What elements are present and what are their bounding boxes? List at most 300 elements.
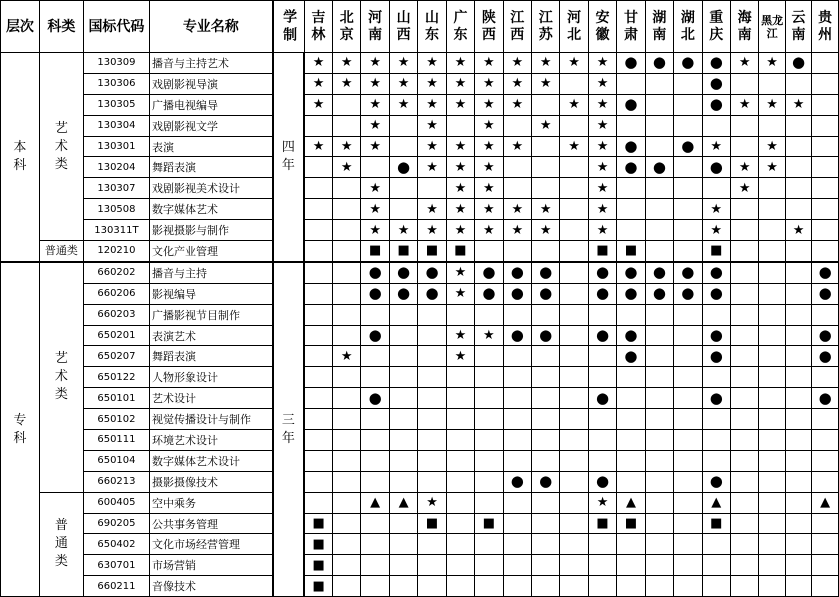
mark-cell <box>446 471 474 492</box>
header-duration: 学制 <box>273 1 305 53</box>
mark-cell: ★ <box>503 53 531 74</box>
header-province: 陕西 <box>475 1 503 53</box>
mark-cell <box>674 576 702 597</box>
table-row <box>1 220 839 241</box>
mark-cell <box>418 325 446 346</box>
mark-cell <box>560 262 588 283</box>
mark-cell: ▲ <box>361 492 389 513</box>
mark-cell: ● <box>674 136 702 157</box>
mark-cell: ★ <box>588 178 616 199</box>
mark-cell <box>588 304 616 325</box>
mark-cell <box>674 388 702 409</box>
table-row <box>1 555 839 576</box>
mark-cell <box>304 157 332 178</box>
header-code: 国标代码 <box>83 1 149 53</box>
code-cell: 130301 <box>83 136 149 157</box>
mark-cell <box>617 409 645 430</box>
mark-cell <box>588 430 616 451</box>
mark-cell <box>674 94 702 115</box>
mark-cell: ● <box>812 388 839 409</box>
mark-cell <box>674 513 702 534</box>
major-name-cell: 播音与主持 <box>150 262 273 283</box>
mark-cell <box>446 492 474 513</box>
mark-cell <box>304 388 332 409</box>
mark-cell <box>702 450 730 471</box>
mark-cell <box>617 576 645 597</box>
header-province: 黑龙江 <box>759 1 785 53</box>
mark-cell <box>617 471 645 492</box>
mark-cell <box>759 409 785 430</box>
mark-cell <box>304 409 332 430</box>
mark-cell <box>475 555 503 576</box>
mark-cell <box>333 304 361 325</box>
mark-cell: ● <box>418 262 446 283</box>
mark-cell <box>812 73 839 94</box>
mark-cell <box>503 304 531 325</box>
mark-cell <box>730 325 758 346</box>
mark-cell <box>645 450 673 471</box>
mark-cell <box>588 367 616 388</box>
mark-cell: ★ <box>361 220 389 241</box>
mark-cell: ★ <box>418 94 446 115</box>
mark-cell <box>785 346 812 367</box>
mark-cell <box>785 199 812 220</box>
mark-cell <box>645 346 673 367</box>
mark-cell <box>702 304 730 325</box>
mark-cell <box>785 388 812 409</box>
mark-cell <box>730 73 758 94</box>
mark-cell <box>532 555 560 576</box>
mark-cell: ★ <box>446 136 474 157</box>
mark-cell: ★ <box>418 220 446 241</box>
header-province: 安徽 <box>588 1 616 53</box>
major-name-cell: 播音与主持艺术 <box>150 53 273 74</box>
mark-cell <box>418 471 446 492</box>
mark-cell <box>702 115 730 136</box>
mark-cell: ★ <box>503 73 531 94</box>
mark-cell <box>785 367 812 388</box>
mark-cell: ★ <box>560 53 588 74</box>
mark-cell: ★ <box>475 157 503 178</box>
mark-cell <box>759 492 785 513</box>
mark-cell: ★ <box>532 115 560 136</box>
mark-cell <box>361 576 389 597</box>
mark-cell <box>446 115 474 136</box>
mark-cell <box>418 178 446 199</box>
mark-cell <box>560 325 588 346</box>
mark-cell: ★ <box>304 136 332 157</box>
mark-cell <box>418 367 446 388</box>
mark-cell <box>503 157 531 178</box>
mark-cell: ● <box>389 262 417 283</box>
mark-cell: ★ <box>418 73 446 94</box>
mark-cell: ● <box>532 471 560 492</box>
major-name-cell: 空中乘务 <box>150 492 273 513</box>
mark-cell: ● <box>702 325 730 346</box>
mark-cell: ★ <box>759 136 785 157</box>
mark-cell <box>674 534 702 555</box>
header-province: 甘肃 <box>617 1 645 53</box>
mark-cell <box>389 304 417 325</box>
mark-cell: ● <box>617 262 645 283</box>
mark-cell <box>759 199 785 220</box>
major-name-cell: 视觉传播设计与制作 <box>150 409 273 430</box>
mark-cell: ★ <box>560 94 588 115</box>
mark-cell <box>588 450 616 471</box>
mark-cell <box>812 115 839 136</box>
code-cell: 130204 <box>83 157 149 178</box>
mark-cell <box>560 304 588 325</box>
mark-cell: ★ <box>759 157 785 178</box>
mark-cell <box>674 367 702 388</box>
mark-cell: ★ <box>446 73 474 94</box>
mark-cell <box>759 450 785 471</box>
mark-cell <box>759 388 785 409</box>
mark-cell: ★ <box>532 220 560 241</box>
mark-cell <box>730 367 758 388</box>
mark-cell <box>785 304 812 325</box>
major-name-cell: 人物形象设计 <box>150 367 273 388</box>
mark-cell <box>730 555 758 576</box>
mark-cell: ★ <box>532 199 560 220</box>
mark-cell <box>812 220 839 241</box>
mark-cell <box>304 262 332 283</box>
mark-cell: ★ <box>759 94 785 115</box>
mark-cell <box>812 409 839 430</box>
mark-cell <box>532 178 560 199</box>
mark-cell <box>730 115 758 136</box>
mark-cell <box>532 409 560 430</box>
category-cell: 艺术类 <box>39 53 83 241</box>
mark-cell <box>418 346 446 367</box>
table-row <box>1 471 839 492</box>
code-cell: 130311T <box>83 220 149 241</box>
mark-cell: ★ <box>446 325 474 346</box>
code-cell: 650402 <box>83 534 149 555</box>
mark-cell <box>418 534 446 555</box>
mark-cell: ● <box>475 262 503 283</box>
table-row <box>1 115 839 136</box>
mark-cell <box>674 450 702 471</box>
header-province: 北京 <box>333 1 361 53</box>
mark-cell: ★ <box>475 220 503 241</box>
mark-cell <box>389 346 417 367</box>
mark-cell <box>560 157 588 178</box>
mark-cell <box>503 115 531 136</box>
mark-cell: ● <box>702 53 730 74</box>
mark-cell <box>560 492 588 513</box>
mark-cell: ★ <box>588 94 616 115</box>
table-row <box>1 94 839 115</box>
mark-cell: ● <box>812 346 839 367</box>
mark-cell: ★ <box>702 220 730 241</box>
mark-cell <box>418 576 446 597</box>
mark-cell <box>503 576 531 597</box>
mark-cell: ● <box>588 325 616 346</box>
mark-cell: ★ <box>446 94 474 115</box>
mark-cell <box>759 325 785 346</box>
mark-cell <box>759 115 785 136</box>
mark-cell <box>617 304 645 325</box>
mark-cell: ★ <box>446 199 474 220</box>
mark-cell <box>785 513 812 534</box>
mark-cell <box>560 576 588 597</box>
mark-cell <box>702 576 730 597</box>
mark-cell <box>446 304 474 325</box>
mark-cell <box>730 492 758 513</box>
mark-cell: ● <box>617 94 645 115</box>
header-province: 海南 <box>730 1 758 53</box>
mark-cell <box>361 534 389 555</box>
code-cell: 130508 <box>83 199 149 220</box>
header-province: 山西 <box>389 1 417 53</box>
mark-cell <box>785 157 812 178</box>
mark-cell: ★ <box>446 53 474 74</box>
mark-cell: ★ <box>361 53 389 74</box>
mark-cell: ★ <box>475 325 503 346</box>
mark-cell <box>674 115 702 136</box>
code-cell: 650101 <box>83 388 149 409</box>
mark-cell: ● <box>361 283 389 304</box>
major-name-cell: 数字媒体艺术设计 <box>150 450 273 471</box>
mark-cell: ● <box>645 157 673 178</box>
mark-cell <box>645 430 673 451</box>
mark-cell <box>560 450 588 471</box>
mark-cell <box>702 534 730 555</box>
mark-cell: ● <box>588 283 616 304</box>
table-row <box>1 513 839 534</box>
mark-cell <box>730 450 758 471</box>
mark-cell <box>674 220 702 241</box>
mark-cell <box>730 430 758 451</box>
mark-cell: ★ <box>446 220 474 241</box>
table-row <box>1 450 839 471</box>
mark-cell <box>617 534 645 555</box>
mark-cell: ★ <box>588 492 616 513</box>
mark-cell <box>389 576 417 597</box>
mark-cell <box>730 471 758 492</box>
mark-cell <box>730 409 758 430</box>
mark-cell <box>645 220 673 241</box>
mark-cell <box>503 555 531 576</box>
mark-cell <box>503 409 531 430</box>
mark-cell <box>617 367 645 388</box>
mark-cell <box>503 241 531 262</box>
category-cell: 普通类 <box>39 492 83 596</box>
table-row <box>1 492 839 513</box>
mark-cell: ● <box>361 325 389 346</box>
major-name-cell: 摄影摄像技术 <box>150 471 273 492</box>
mark-cell <box>674 304 702 325</box>
category-cell: 普通类 <box>39 241 83 262</box>
table-row <box>1 388 839 409</box>
mark-cell: ★ <box>361 199 389 220</box>
major-name-cell: 表演 <box>150 136 273 157</box>
mark-cell: ● <box>812 325 839 346</box>
table-row <box>1 73 839 94</box>
mark-cell <box>588 534 616 555</box>
mark-cell <box>812 576 839 597</box>
mark-cell <box>418 430 446 451</box>
table-row <box>1 409 839 430</box>
mark-cell <box>389 115 417 136</box>
mark-cell: ★ <box>333 53 361 74</box>
mark-cell <box>702 430 730 451</box>
mark-cell <box>333 555 361 576</box>
mark-cell <box>389 325 417 346</box>
table-row <box>1 304 839 325</box>
mark-cell <box>730 136 758 157</box>
code-cell: 660202 <box>83 262 149 283</box>
code-cell: 130307 <box>83 178 149 199</box>
mark-cell: ● <box>617 283 645 304</box>
code-cell: 660213 <box>83 471 149 492</box>
mark-cell <box>759 220 785 241</box>
mark-cell: ★ <box>503 94 531 115</box>
mark-cell: ● <box>645 262 673 283</box>
header-province: 江西 <box>503 1 531 53</box>
mark-cell <box>812 471 839 492</box>
header-category: 科类 <box>39 1 83 53</box>
major-name-cell: 市场营销 <box>150 555 273 576</box>
mark-cell: ★ <box>730 94 758 115</box>
mark-cell: ● <box>702 262 730 283</box>
mark-cell <box>759 178 785 199</box>
mark-cell <box>333 94 361 115</box>
mark-cell <box>475 304 503 325</box>
mark-cell <box>475 241 503 262</box>
mark-cell <box>361 367 389 388</box>
mark-cell <box>645 304 673 325</box>
mark-cell: ■ <box>617 513 645 534</box>
header-name: 专业名称 <box>150 1 273 53</box>
mark-cell: ★ <box>588 220 616 241</box>
header-province: 山东 <box>418 1 446 53</box>
mark-cell: ★ <box>418 199 446 220</box>
mark-cell <box>333 576 361 597</box>
mark-cell: ★ <box>730 53 758 74</box>
mark-cell <box>730 220 758 241</box>
mark-cell <box>475 492 503 513</box>
mark-cell: ★ <box>702 199 730 220</box>
mark-cell <box>785 262 812 283</box>
mark-cell: ★ <box>730 178 758 199</box>
major-name-cell: 戏剧影视文学 <box>150 115 273 136</box>
mark-cell: ● <box>503 262 531 283</box>
table-row <box>1 283 839 304</box>
mark-cell: ● <box>702 283 730 304</box>
major-name-cell: 广播电视编导 <box>150 94 273 115</box>
mark-cell: ■ <box>418 241 446 262</box>
table-row <box>1 534 839 555</box>
mark-cell <box>503 346 531 367</box>
mark-cell: ★ <box>446 262 474 283</box>
mark-cell <box>617 220 645 241</box>
mark-cell: ★ <box>588 199 616 220</box>
mark-cell: ★ <box>361 115 389 136</box>
mark-cell <box>418 304 446 325</box>
mark-cell <box>475 576 503 597</box>
mark-cell: ● <box>702 73 730 94</box>
mark-cell: ■ <box>389 241 417 262</box>
mark-cell <box>333 388 361 409</box>
mark-cell: ★ <box>361 178 389 199</box>
mark-cell <box>304 304 332 325</box>
mark-cell <box>389 555 417 576</box>
mark-cell <box>730 576 758 597</box>
mark-cell: ★ <box>532 53 560 74</box>
code-cell: 130306 <box>83 73 149 94</box>
mark-cell <box>812 136 839 157</box>
mark-cell <box>645 94 673 115</box>
mark-cell <box>389 388 417 409</box>
mark-cell <box>361 555 389 576</box>
mark-cell <box>361 450 389 471</box>
mark-cell: ■ <box>702 241 730 262</box>
mark-cell <box>645 115 673 136</box>
mark-cell <box>304 450 332 471</box>
mark-cell <box>645 576 673 597</box>
mark-cell <box>560 430 588 451</box>
mark-cell <box>532 346 560 367</box>
mark-cell <box>333 409 361 430</box>
mark-cell <box>560 115 588 136</box>
mark-cell <box>503 388 531 409</box>
mark-cell <box>785 471 812 492</box>
table-row <box>1 430 839 451</box>
mark-cell <box>503 430 531 451</box>
mark-cell <box>588 576 616 597</box>
mark-cell: ★ <box>588 115 616 136</box>
mark-cell: ★ <box>446 283 474 304</box>
mark-cell <box>503 450 531 471</box>
mark-cell: ★ <box>475 53 503 74</box>
mark-cell: ■ <box>304 534 332 555</box>
mark-cell <box>645 388 673 409</box>
mark-cell: ★ <box>389 220 417 241</box>
mark-cell <box>389 430 417 451</box>
mark-cell: ★ <box>475 199 503 220</box>
mark-cell: ● <box>617 346 645 367</box>
mark-cell <box>304 178 332 199</box>
mark-cell <box>532 450 560 471</box>
mark-cell <box>418 388 446 409</box>
mark-cell: ★ <box>389 94 417 115</box>
mark-cell <box>645 73 673 94</box>
mark-cell: ★ <box>361 94 389 115</box>
mark-cell <box>785 73 812 94</box>
mark-cell <box>532 94 560 115</box>
mark-cell <box>475 430 503 451</box>
mark-cell: ★ <box>503 136 531 157</box>
mark-cell: ★ <box>446 346 474 367</box>
mark-cell <box>759 73 785 94</box>
mark-cell: ★ <box>361 136 389 157</box>
header-province: 重庆 <box>702 1 730 53</box>
mark-cell <box>304 325 332 346</box>
mark-cell: ★ <box>475 73 503 94</box>
mark-cell <box>645 492 673 513</box>
mark-cell: ● <box>532 325 560 346</box>
mark-cell: ● <box>674 283 702 304</box>
code-cell: 650111 <box>83 430 149 451</box>
mark-cell <box>389 450 417 471</box>
mark-cell <box>333 430 361 451</box>
mark-cell <box>532 241 560 262</box>
mark-cell <box>560 513 588 534</box>
mark-cell <box>333 534 361 555</box>
mark-cell <box>304 367 332 388</box>
